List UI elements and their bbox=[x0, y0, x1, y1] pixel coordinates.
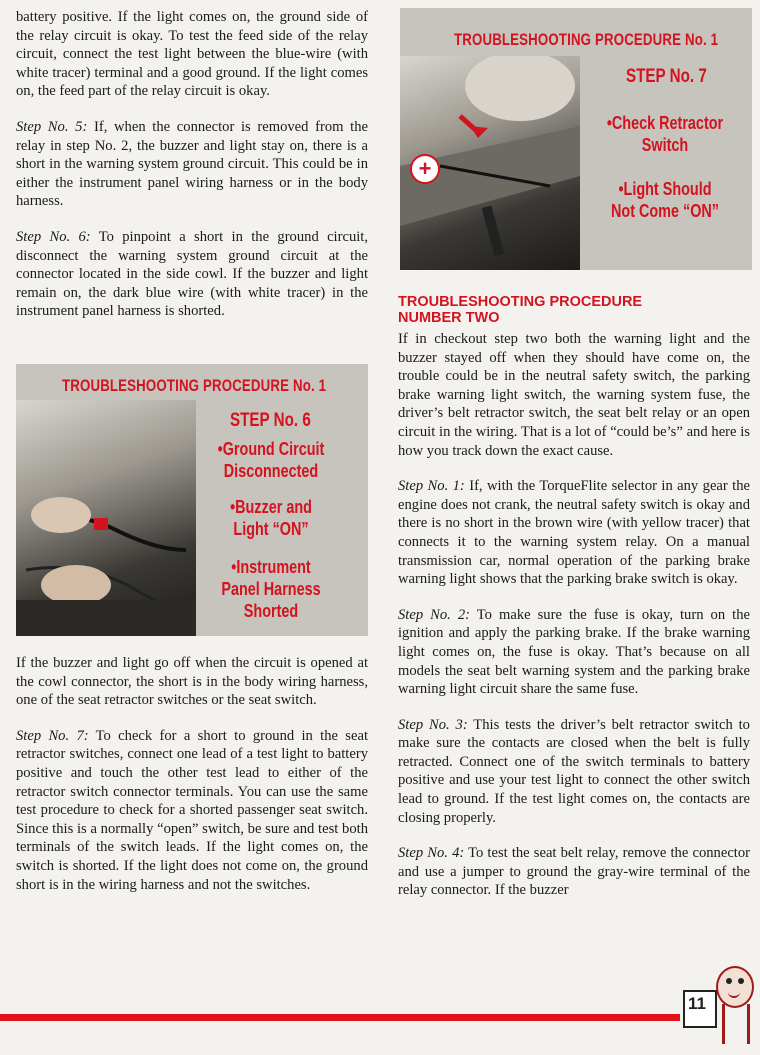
step-label: Step No. 1: bbox=[398, 478, 465, 495]
step-label: Step No. 3: bbox=[398, 716, 468, 733]
page-number: 11 bbox=[688, 994, 706, 1013]
step-label: Step No. 7: bbox=[16, 727, 89, 744]
right-column bbox=[398, 330, 750, 917]
step-6-paragraph bbox=[16, 228, 368, 321]
mascot-body-icon bbox=[722, 1004, 750, 1044]
step-3-paragraph bbox=[398, 716, 750, 828]
step-text: If, when the connector is removed from the relay in step No. 2, the buzzer and light stay on, there is a short in the warning system ground circuit. This could be in either the instrument panel wiring harness or in the body harness. bbox=[16, 118, 368, 210]
step-7-paragraph bbox=[16, 727, 368, 894]
connector-photo-illustration bbox=[16, 400, 196, 636]
plus-marker-icon: + bbox=[410, 154, 440, 184]
section-heading: TROUBLESHOOTING PROCEDURE NUMBER TWO bbox=[398, 294, 643, 326]
step-label: Step No. 2: bbox=[398, 606, 471, 623]
panel-title: TROUBLESHOOTING PROCEDURE No. 1 bbox=[62, 376, 327, 395]
step-text: To check for a short to ground in the seat retractor switches, connect one lead of a test light to battery positive and touch the other test lead to either of the retractor switch connector terminals. You can use the same test procedure to check for a shorted passenger seat switch. Since this is a normally “open” switch, be sure and test both terminals of the switch leads. If the light comes on, the switch is shorted. If the light does not come on, the ground short is in the wiring harness and not the switches. bbox=[16, 727, 368, 893]
panel-item-ground-circuit: •Ground Circuit Disconnected bbox=[217, 439, 325, 481]
left-column-top bbox=[16, 8, 368, 338]
mascot-eye-icon bbox=[738, 978, 744, 984]
panel-item-buzzer-light: •Buzzer and Light “ON” bbox=[230, 497, 312, 539]
step-label: Step No. 5: bbox=[16, 118, 88, 135]
step-1-paragraph bbox=[398, 477, 750, 589]
paragraph: battery positive. If the light comes on, the ground side of the relay circuit is okay. To test the feed side of the relay circuit, connect the test light between the blue-wire (with white tracer) terminal and a good ground. If the light comes on, the feed part of the relay circuit is okay. bbox=[16, 9, 368, 100]
engine-wiring-photo bbox=[16, 400, 196, 636]
panel-step-label: STEP No. 7 bbox=[626, 66, 707, 87]
panel-step-label: STEP No. 6 bbox=[230, 410, 311, 431]
step-text: This tests the driver’s belt retractor switch to make sure the contacts are closed when the belt is fully retracted. Connect one of the switch terminals to battery positive and use your test light to connect the other switch lead to ground. If the test light comes on, the contacts are closing properly. bbox=[398, 716, 750, 826]
step-label: Step No. 4: bbox=[398, 845, 465, 862]
left-column-lower bbox=[16, 654, 368, 911]
step-2-paragraph bbox=[398, 606, 750, 699]
panel-item-harness-shorted: •Instrument Panel Harness Shorted bbox=[221, 557, 321, 621]
step-4-paragraph bbox=[398, 844, 750, 900]
panel-title: TROUBLESHOOTING PROCEDURE No. 1 bbox=[454, 30, 719, 49]
step-text: To make sure the fuse is okay, turn on the ignition and apply the parking brake. If the brake warning light comes on, the fuse is okay. That’s because on all models the seat belt warning system and the parking brake warning light circuit share the same fuse. bbox=[398, 606, 750, 698]
step-5-paragraph bbox=[16, 118, 368, 211]
paragraph: If the buzzer and light go off when the circuit is opened at the cowl connector, the short is in the body wiring harness, one of the seat retractor switches or the seat switch. bbox=[16, 655, 368, 709]
mascot-icon bbox=[716, 966, 754, 1008]
panel-item-check-retractor: •Check Retractor Switch bbox=[606, 113, 724, 155]
step-label: Step No. 6: bbox=[16, 228, 91, 245]
panel-item-light-not-on: •Light Should Not Come “ON” bbox=[611, 179, 719, 221]
paragraph: If in checkout step two both the warning light and the buzzer stayed off when they should have come on, the trouble could be in the neutral safety switch, the parking brake warning light switch, the warning system fuse, the driver’s belt retractor switch, the seat belt relay or an open circuit in the wiring. That is a lot of “could be’s” and here is how you track down the exact cause. bbox=[398, 331, 750, 459]
mascot-eye-icon bbox=[726, 978, 732, 984]
step-text: To pinpoint a short in the ground circuit, disconnect the warning system ground circuit at the connector located in the side cowl. If the buzzer and light remain on, the dark blue wire (with white tracer) in the instrument panel harness is shorted. bbox=[16, 228, 368, 320]
step-text: If, with the TorqueFlite selector in any gear the engine does not crank, the neutral safety switch is okay and there is no short in the brown wire (with yellow tracer) that connects it to the warning system relay. On a manual transmission car, normal operation of the parking brake warning light shows that the parking brake switch is okay. bbox=[398, 478, 750, 588]
footer-rule bbox=[0, 1014, 680, 1021]
step-text: To test the seat belt relay, remove the connector and use a jumper to ground the gray-wire terminal of the relay connector. If the buzzer bbox=[398, 845, 751, 899]
